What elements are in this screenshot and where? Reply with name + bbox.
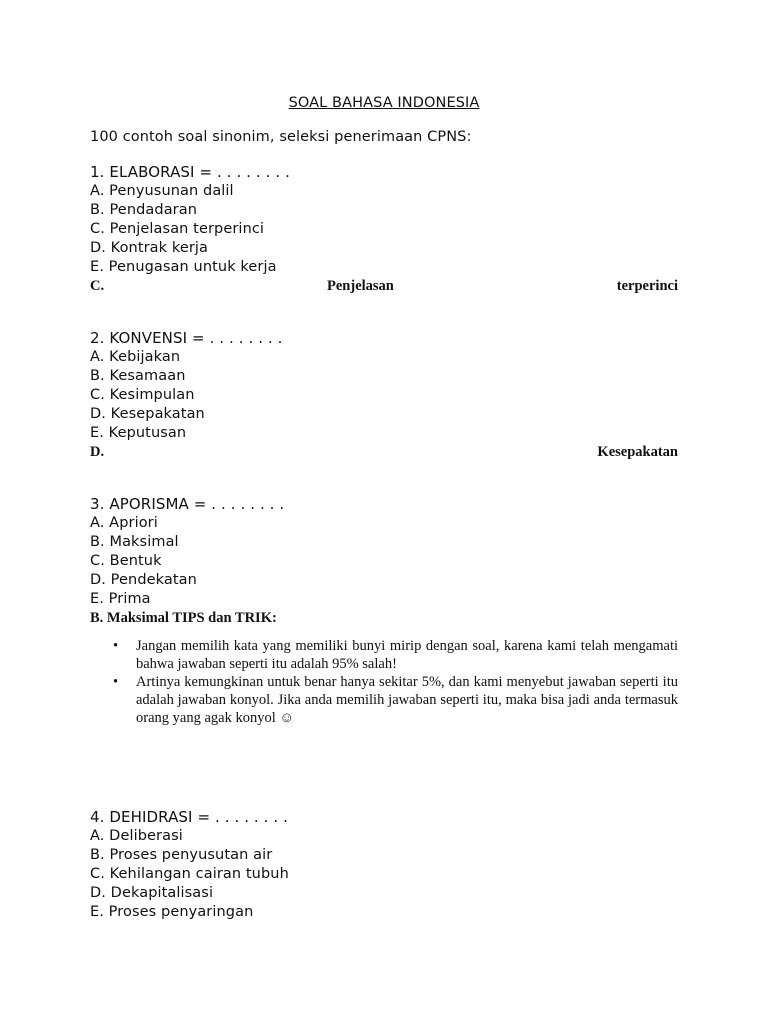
option-d: D. Pendekatan — [90, 572, 197, 588]
option-d: D. Kesepakatan — [90, 406, 205, 422]
answer-letter: C. — [90, 278, 105, 294]
option-d: D. Dekapitalisasi — [90, 885, 214, 901]
document-page — [90, 0, 678, 1024]
answer-key — [90, 277, 678, 295]
question-2 — [90, 329, 678, 461]
question-4 — [90, 808, 678, 922]
option-c: C. Kehilangan cairan tubuh — [90, 866, 289, 882]
answer-word: terperinci — [616, 278, 678, 294]
tip-item: • Artinya kemungkinan untuk benar hanya sekitar 5%, dan kami menyebut jawaban seperti itu adalah jawaban konyol. Jika anda memilih jawaban seperti itu, maka bisa jadi anda termasuk orang yang agak konyol ☺ — [136, 673, 678, 727]
answer-key-tips-heading: B. Maksimal TIPS dan TRIK: — [90, 610, 277, 626]
option-b: B. Kesamaan — [90, 368, 186, 384]
tips-list — [90, 637, 678, 727]
option-e: E. Proses penyaringan — [90, 904, 254, 920]
option-a: A. Kebijakan — [90, 349, 181, 365]
option-c: C. Bentuk — [90, 553, 162, 569]
question-heading: 2. KONVENSI = . . . . . . . . — [90, 329, 283, 347]
option-c: C. Kesimpulan — [90, 387, 195, 403]
option-b: B. Proses penyusutan air — [90, 847, 273, 863]
answer-word: Kesepakatan — [597, 444, 678, 460]
option-a: A. Penyusunan dalil — [90, 183, 234, 199]
answer-word: Penjelasan — [327, 278, 394, 294]
question-heading: 4. DEHIDRASI = . . . . . . . . — [90, 808, 289, 826]
question-3 — [90, 495, 678, 727]
option-b: B. Pendadaran — [90, 202, 198, 218]
option-c: C. Penjelasan terperinci — [90, 221, 265, 237]
intro-text: 100 contoh soal sinonim, seleksi penerimaan CPNS: — [90, 129, 472, 145]
option-a: A. Deliberasi — [90, 828, 183, 844]
question-heading: 3. APORISMA = . . . . . . . . — [90, 495, 285, 513]
option-d: D. Kontrak kerja — [90, 240, 209, 256]
option-b: B. Maksimal — [90, 534, 179, 550]
answer-letter: D. — [90, 444, 105, 460]
question-1 — [90, 163, 678, 295]
document-title: SOAL BAHASA INDONESIA — [288, 95, 480, 111]
option-e: E. Keputusan — [90, 425, 187, 441]
option-a: A. Apriori — [90, 515, 158, 531]
answer-key — [90, 443, 678, 461]
question-heading: 1. ELABORASI = . . . . . . . . — [90, 163, 290, 181]
option-e: E. Penugasan untuk kerja — [90, 259, 277, 275]
option-e: E. Prima — [90, 591, 151, 607]
tip-item: • Jangan memilih kata yang memiliki bunyi mirip dengan soal, karena kami telah mengamati bahwa jawaban seperti itu adalah 95% salah! — [136, 637, 678, 673]
